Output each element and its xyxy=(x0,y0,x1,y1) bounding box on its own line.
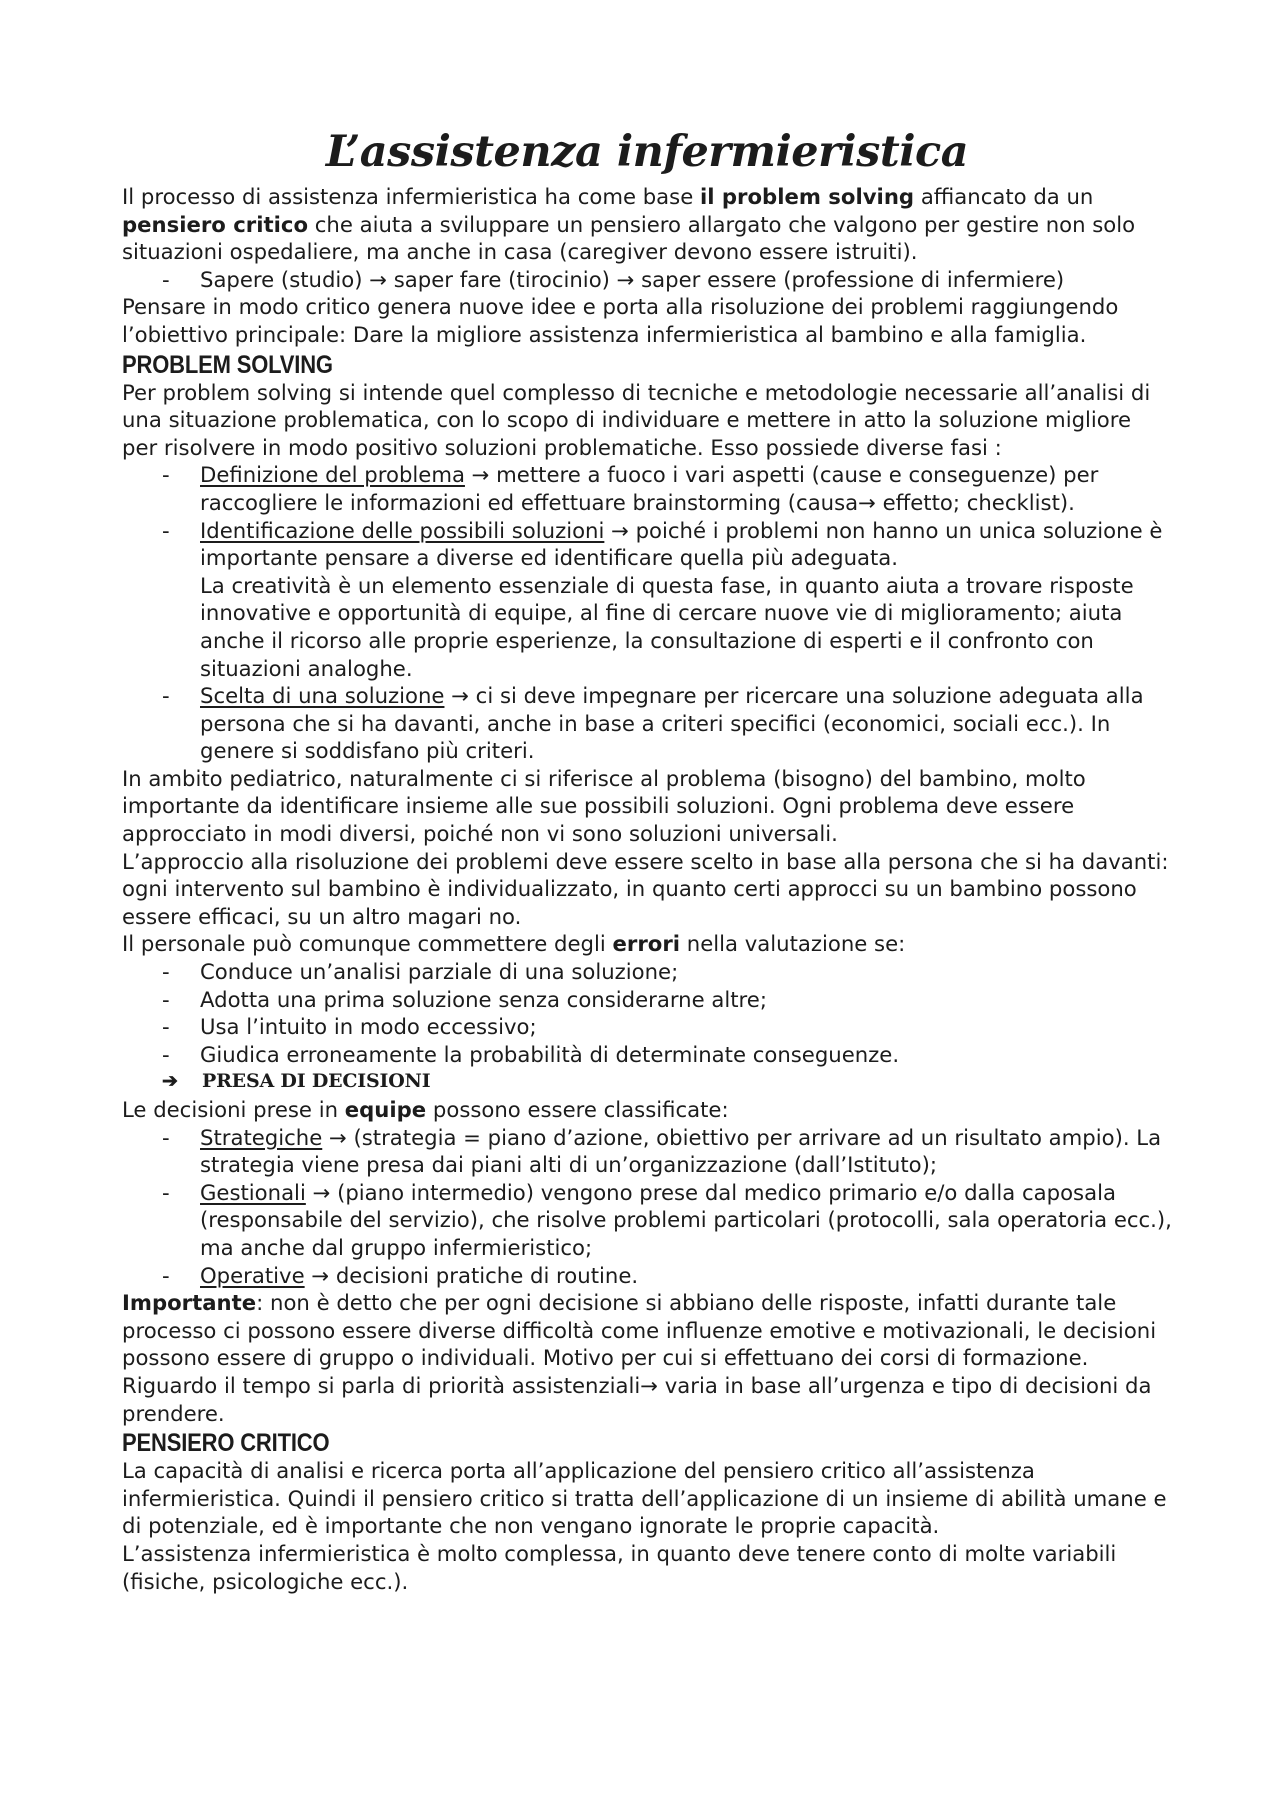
intro-text: affiancato da un xyxy=(914,184,1094,209)
errors-bold: errori xyxy=(612,931,681,957)
section-heading-critical-thinking: PENSIERO CRITICO xyxy=(122,1429,330,1458)
list-item xyxy=(122,461,1172,516)
list-item: - Conduce un’analisi parziale di una soluzione; xyxy=(122,958,1172,986)
document-page xyxy=(122,125,1172,1595)
approach-paragraph: L’approccio alla risoluzione dei problemi deve essere scelto in base alla persona che si ha davanti: ogni intervento sul bambino è individualizzato, in quanto certi approcci su un bambino possono essere efficaci, su un altro magari no. xyxy=(122,848,1169,929)
list-item xyxy=(122,1262,1172,1290)
phase-text: → mettere a fuoco i vari aspetti (cause e conseguenze) per raccogliere le informazioni ed effettuare brainstorming (causa→ effetto; checklist). xyxy=(200,462,1099,515)
list-item: - Adotta una prima soluzione senza considerarne altre; xyxy=(122,986,1172,1014)
subsection-heading-decisions xyxy=(122,1068,1172,1096)
phase-label: Scelta di una soluzione xyxy=(200,683,445,709)
intro-bold-problem-solving: il problem solving xyxy=(699,184,915,209)
decision-type-label: Gestionali xyxy=(200,1179,306,1205)
intro-after-paragraph: Pensare in modo critico genera nuove idee e porta alla risoluzione dei problemi raggiungendo l’obiettivo principale: Dare la migliore assistenza infermieristica al bambino e alla famiglia. xyxy=(122,294,1119,347)
problem-solving-paragraph: Per problem solving si intende quel complesso di tecniche e metodologie necessarie all’analisi di una situazione problematica, con lo scopo di individuare e mettere in atto la soluzione migliore per risolvere in modo positivo soluzioni problematiche. Esso possiede diverse fasi : xyxy=(122,379,1151,460)
list-item: - Sapere (studio) → saper fare (tirocinio) → saper essere (professione di infermiere) xyxy=(122,266,1172,294)
decisions-bold: equipe xyxy=(344,1097,427,1122)
errors-intro-text: nella valutazione se: xyxy=(680,931,906,957)
intro-text: che aiuta a sviluppare un pensiero allargato che valgono per gestire non solo situazioni ospedaliere, ma anche in casa (caregiver devono essere istruiti). xyxy=(122,211,1136,265)
list-item: - Giudica erroneamente la probabilità di determinate conseguenze. xyxy=(122,1041,1172,1069)
intro-paragraph xyxy=(122,183,1172,266)
list-item xyxy=(122,517,1172,683)
decision-type-text: → decisioni pratiche di routine. xyxy=(304,1262,639,1288)
decision-type-label: Operative xyxy=(200,1262,305,1288)
list-item xyxy=(122,1179,1172,1262)
intro-list xyxy=(122,266,1172,294)
phase-label: Definizione del problema xyxy=(200,462,465,488)
intro-text: Il processo di assistenza infermieristica ha come base xyxy=(122,184,700,209)
list-item: - Usa l’intuito in modo eccessivo; xyxy=(122,1013,1172,1041)
phases-list xyxy=(122,461,1172,765)
page-title: L’assistenza infermieristica xyxy=(325,127,969,177)
critical-paragraph: La capacità di analisi e ricerca porta all’applicazione del pensiero critico all’assistenza infermieristica. Quindi il pensiero critico si tratta dell’applicazione di un insieme di abilità umane e di potenziale, ed è importante che non vengano ignorate le proprie capacità. xyxy=(122,1458,1167,1539)
decisions-list xyxy=(122,1124,1172,1290)
list-item xyxy=(122,1124,1172,1179)
errors-intro-text: Il personale può comunque commettere degli xyxy=(122,931,613,957)
errors-intro xyxy=(122,930,1172,958)
important-paragraph xyxy=(122,1289,1172,1427)
phase-label: Identificazione delle possibili soluzioni xyxy=(200,517,605,543)
important-text: : non è detto che per ogni decisione si abbiano delle risposte, infatti durante tale processo ci possono essere diverse difficoltà come influenze emotive e motivazionali, le decisioni possono essere di gruppo o individuali. Motivo per cui si effettuano dei corsi di formazione. Riguardo il tempo si parla di priorità assistenziali→ varia in base all’urgenza e tipo di decisioni da prendere. xyxy=(122,1290,1157,1426)
important-label: Importante xyxy=(122,1290,257,1316)
decisions-intro-text: possono essere classificate: xyxy=(426,1097,729,1122)
list-item xyxy=(122,682,1172,765)
arrow-right-icon: ➔ xyxy=(162,1070,178,1093)
pediatric-paragraph: In ambito pediatrico, naturalmente ci si riferisce al problema (bisogno) del bambino, molto importante da identificare insieme alle sue possibili soluzioni. Ogni problema deve essere approcciato in modi diversi, poiché non vi sono soluzioni universali. xyxy=(122,765,1086,847)
decisions-intro-text: Le decisioni prese in xyxy=(122,1097,345,1122)
intro-bold-critical-thinking: pensiero critico xyxy=(122,211,309,237)
phase-text: → ci si deve impegnare per ricercare una soluzione adeguata alla persona che si ha davanti, anche in base a criteri specifici (economici, sociali ecc.). In genere si soddisfano più criteri. xyxy=(200,683,1144,764)
phase-text: → poiché i problemi non hanno un unica soluzione è importante pensare a diverse ed identificare quella più adeguata. xyxy=(200,517,1163,571)
decision-type-text: → (strategia = piano d’azione, obiettivo per arrivare ad un risultato ampio). La strategia viene presa dai piani alti di un’organizzazione (dall’Istituto); xyxy=(200,1124,1162,1178)
errors-list xyxy=(122,958,1172,1068)
critical-paragraph-2: L’assistenza infermieristica è molto complessa, in quanto deve tenere conto di molte variabili (fisiche, psicologiche ecc.). xyxy=(122,1540,1117,1594)
decision-type-text: → (piano intermedio) vengono prese dal medico primario e/o dalla caposala (responsabile del servizio), che risolve problemi particolari (protocolli, sala operatoria ecc.), ma anche dal gruppo infermieristico; xyxy=(200,1179,1172,1260)
section-heading-problem-solving: PROBLEM SOLVING xyxy=(122,350,333,379)
subsection-heading-text: PRESA DI DECISIONI xyxy=(202,1070,431,1093)
decision-type-label: Strategiche xyxy=(200,1124,323,1150)
creativity-note: La creatività è un elemento essenziale di questa fase, in quanto aiuta a trovare risposte innovative e opportunità di equipe, al fine di cercare nuove vie di miglioramento; aiuta anche il ricorso alle proprie esperienze, la consultazione di esperti e il confronto con situazioni analoghe. xyxy=(200,572,1134,681)
decisions-intro xyxy=(122,1096,1172,1124)
